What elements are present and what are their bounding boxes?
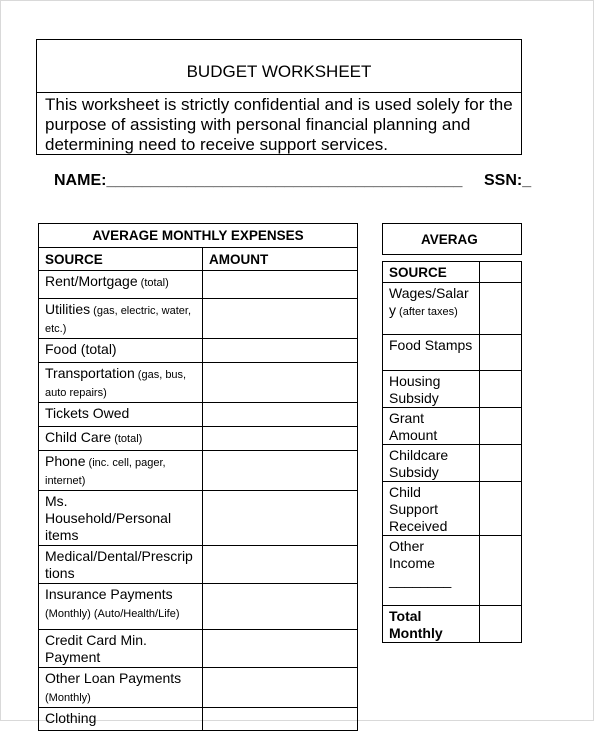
- table-row: [383, 335, 522, 371]
- expense-amount-cell[interactable]: [203, 630, 358, 668]
- table-row: [39, 427, 358, 451]
- income-label: Grant Amount: [383, 408, 480, 445]
- expenses-source-header: SOURCE: [39, 248, 203, 271]
- table-row: [383, 536, 522, 606]
- name-field[interactable]: NAME:________________________________________: [54, 172, 463, 189]
- expense-label: Medical/Dental/Prescriptions: [39, 546, 203, 584]
- table-row: [383, 371, 522, 408]
- income-label: Child Support Received: [383, 482, 480, 536]
- expense-label: Rent/Mortgage (total): [39, 271, 203, 299]
- expense-amount-cell[interactable]: [203, 299, 358, 339]
- income-table: [382, 223, 522, 643]
- expenses-table: [38, 223, 358, 731]
- expense-label: Clothing: [39, 708, 203, 731]
- income-amount-cell[interactable]: [479, 335, 521, 371]
- income-table-clip: [382, 223, 487, 641]
- header-box: [36, 39, 522, 155]
- expense-amount-cell[interactable]: [203, 584, 358, 630]
- table-row: [383, 482, 522, 536]
- table-row: [39, 363, 358, 403]
- income-label: Food Stamps: [383, 335, 480, 371]
- expense-amount-cell[interactable]: [203, 451, 358, 491]
- expense-label: Ms. Household/Personal items: [39, 491, 203, 546]
- expense-amount-cell[interactable]: [203, 668, 358, 708]
- income-amount-cell[interactable]: [479, 536, 521, 606]
- table-row: [39, 584, 358, 630]
- table-row: [383, 606, 522, 643]
- income-label: Other Income ________: [383, 536, 480, 606]
- expense-label: Transportation (gas, bus, auto repairs): [39, 363, 203, 403]
- table-row: [39, 451, 358, 491]
- expense-amount-cell[interactable]: [203, 271, 358, 299]
- ssn-field[interactable]: SSN:_: [484, 172, 532, 189]
- expense-amount-cell[interactable]: [203, 491, 358, 546]
- table-row: [383, 445, 522, 482]
- expense-label: Other Loan Payments (Monthly): [39, 668, 203, 708]
- worksheet-title: BUDGET WORKSHEET: [37, 40, 521, 93]
- expense-amount-cell[interactable]: [203, 427, 358, 451]
- table-row: [39, 271, 358, 299]
- expense-amount-cell[interactable]: [203, 708, 358, 731]
- expense-label: Credit Card Min. Payment: [39, 630, 203, 668]
- expense-label: Child Care (total): [39, 427, 203, 451]
- income-amount-header: [479, 262, 521, 283]
- table-row: [39, 668, 358, 708]
- expense-amount-cell[interactable]: [203, 403, 358, 427]
- expense-label: Food (total): [39, 339, 203, 363]
- income-total-label: Total Monthly: [383, 606, 480, 643]
- table-row: [383, 408, 522, 445]
- table-row: [39, 403, 358, 427]
- income-amount-cell[interactable]: [479, 371, 521, 408]
- expenses-amount-header: AMOUNT: [203, 248, 358, 271]
- income-amount-cell[interactable]: [479, 606, 521, 643]
- table-spacer: [383, 255, 522, 262]
- expense-label: Phone (inc. cell, pager, internet): [39, 451, 203, 491]
- income-source-header: SOURCE: [383, 262, 480, 283]
- income-amount-cell[interactable]: [479, 482, 521, 536]
- table-row: [383, 283, 522, 335]
- table-row: [39, 630, 358, 668]
- expense-label: Utilities (gas, electric, water, etc.): [39, 299, 203, 339]
- expense-amount-cell[interactable]: [203, 363, 358, 403]
- income-amount-cell[interactable]: [479, 283, 521, 335]
- expense-label: Tickets Owed: [39, 403, 203, 427]
- expense-label: Insurance Payments (Monthly) (Auto/Health/Life): [39, 584, 203, 630]
- expenses-caption: AVERAGE MONTHLY EXPENSES: [39, 224, 358, 248]
- income-label: Wages/Salary (after taxes): [383, 283, 480, 335]
- income-label: Childcare Subsidy: [383, 445, 480, 482]
- expense-amount-cell[interactable]: [203, 339, 358, 363]
- table-row: [39, 546, 358, 584]
- income-amount-cell[interactable]: [479, 445, 521, 482]
- table-row: [39, 491, 358, 546]
- table-row: [39, 339, 358, 363]
- table-row: [39, 299, 358, 339]
- expense-amount-cell[interactable]: [203, 546, 358, 584]
- income-label: Housing Subsidy: [383, 371, 480, 408]
- confidentiality-notice: This worksheet is strictly confidential and is used solely for the purpose of assisting with personal financial planning and determining need to receive support services.: [45, 95, 513, 154]
- table-row: [39, 708, 358, 731]
- income-caption: AVERAG: [383, 224, 522, 255]
- income-amount-cell[interactable]: [479, 408, 521, 445]
